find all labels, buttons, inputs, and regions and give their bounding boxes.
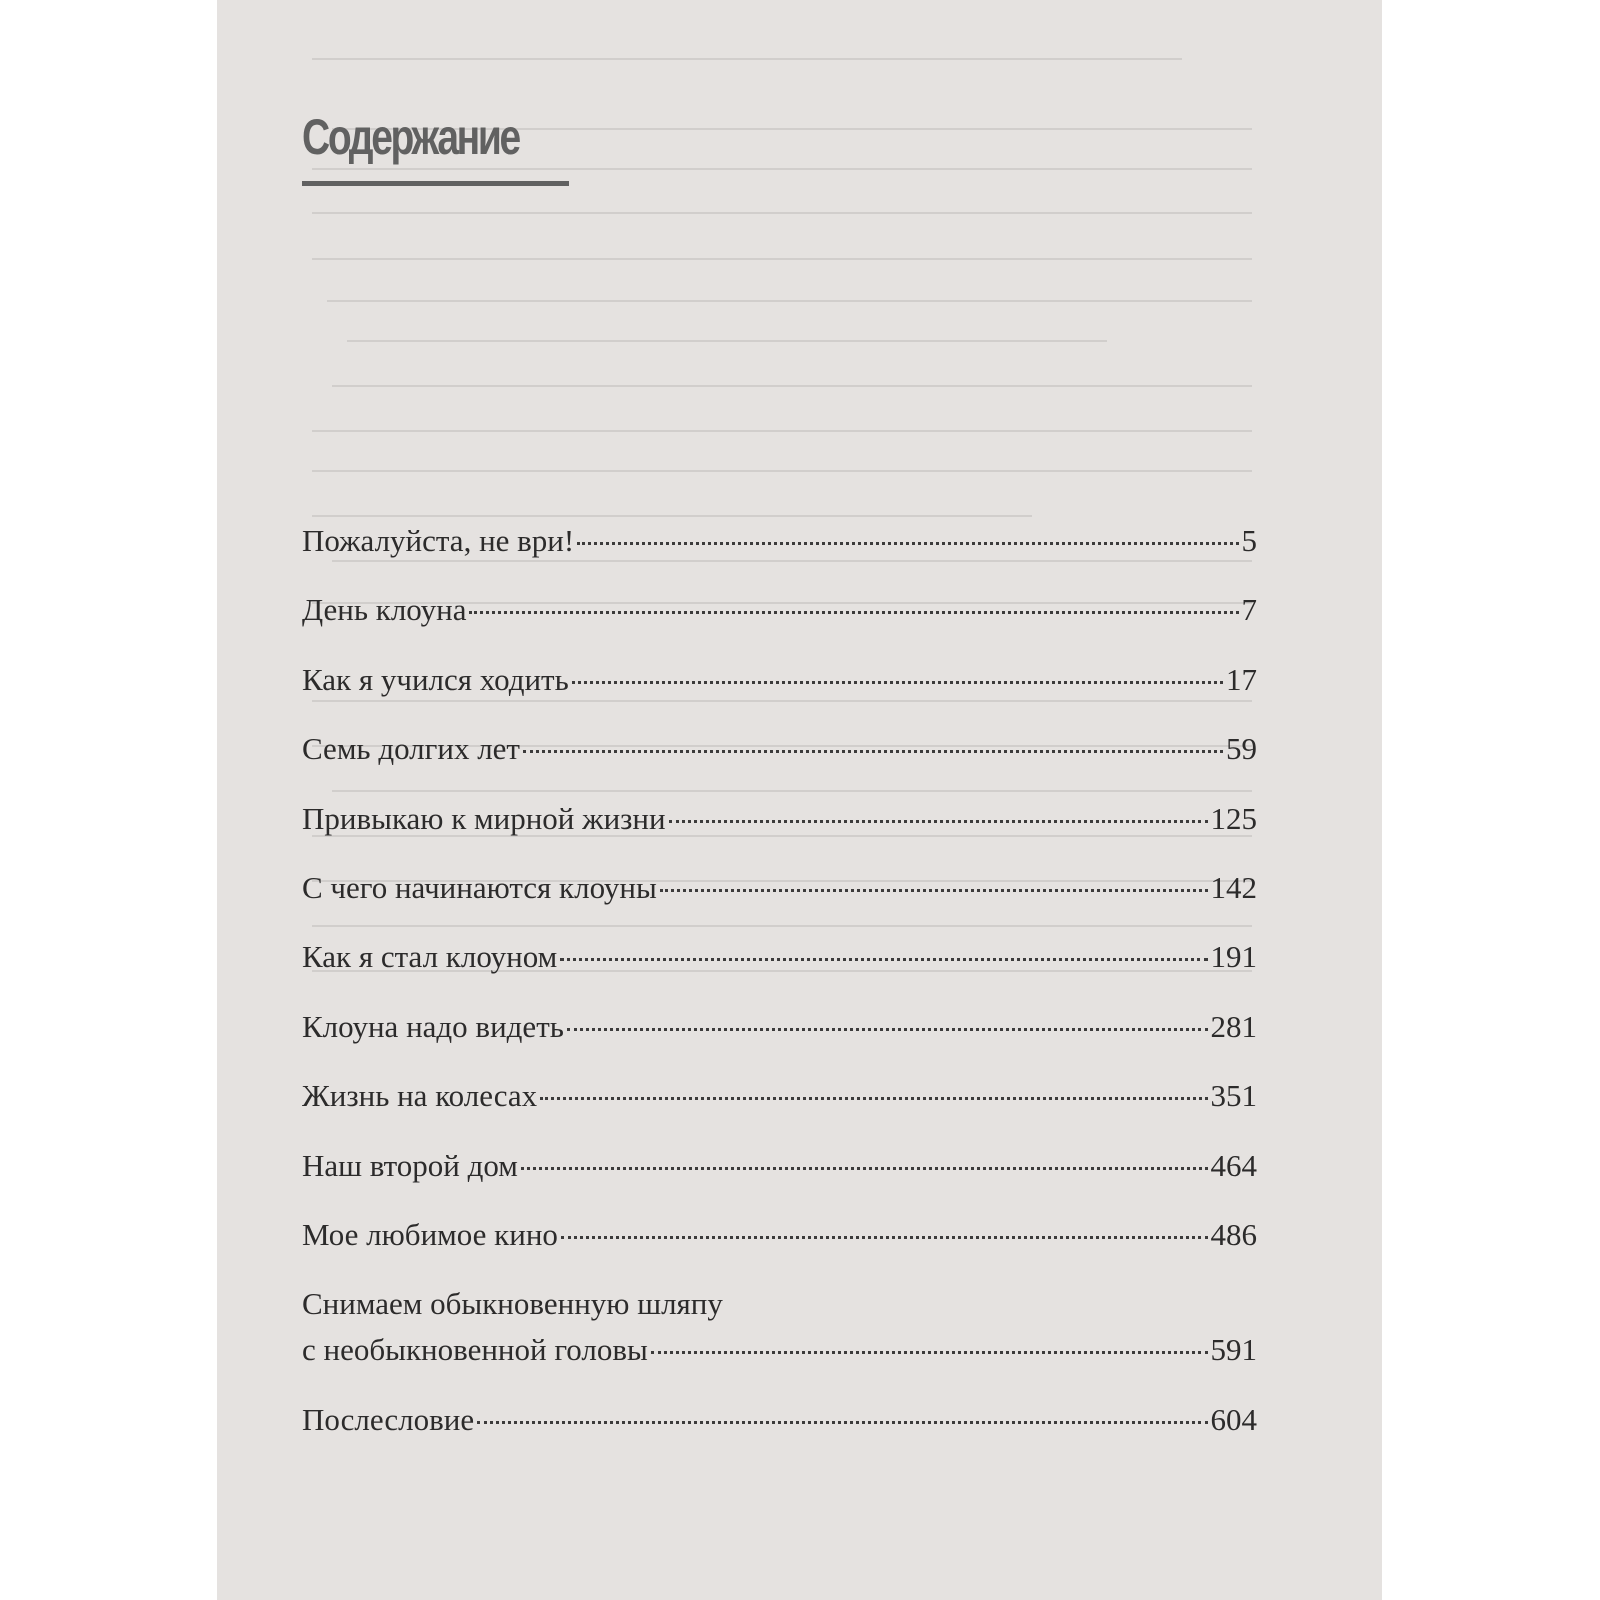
- toc-entry: [302, 1397, 1257, 1466]
- toc-entry-page: 7: [1241, 592, 1257, 628]
- toc-entry-page: 125: [1210, 800, 1257, 836]
- toc-entry-page: 464: [1210, 1147, 1257, 1183]
- toc-entry-title: Мое любимое кино: [302, 1216, 558, 1252]
- dot-leader: [660, 888, 1208, 892]
- table-of-contents: [302, 518, 1257, 1467]
- dot-leader: [561, 1235, 1208, 1239]
- toc-entry-page: 281: [1210, 1008, 1257, 1044]
- toc-entry: [302, 1004, 1257, 1073]
- dot-leader: [477, 1420, 1207, 1424]
- toc-entry-title: Семь долгих лет: [302, 731, 520, 767]
- toc-entry: [302, 587, 1257, 656]
- toc-entry-title: Послесловие: [302, 1402, 475, 1438]
- toc-entry: [302, 726, 1257, 795]
- toc-entry-title: Пожалуйста, не ври!: [302, 523, 575, 558]
- toc-entry: [302, 1281, 1257, 1397]
- toc-entry-page: 604: [1210, 1402, 1257, 1438]
- toc-entry-page: 17: [1226, 661, 1257, 697]
- toc-entry-title: С чего начинаются клоуны: [302, 869, 657, 905]
- dot-leader: [577, 541, 1238, 545]
- toc-entry-title: Клоуна надо видеть: [302, 1008, 564, 1044]
- toc-entry-title-line2: с необыкновенной головы: [302, 1332, 648, 1368]
- toc-entry-title: День клоуна: [302, 592, 467, 628]
- title-underline: [302, 181, 569, 186]
- toc-entry-title: Привыкаю к мирной жизни: [302, 800, 666, 836]
- toc-entry-title: Как я учился ходить: [302, 661, 569, 697]
- toc-entry: [302, 657, 1257, 726]
- toc-entry-page: 351: [1210, 1078, 1257, 1114]
- dot-leader: [560, 957, 1207, 961]
- toc-entry: [302, 865, 1257, 934]
- toc-entry-page: 5: [1241, 523, 1257, 558]
- dot-leader: [523, 749, 1223, 753]
- dot-leader: [651, 1350, 1208, 1354]
- toc-entry-title-line1: Снимаем обыкновенную шляпу: [302, 1286, 723, 1322]
- toc-entry-page: 59: [1226, 731, 1257, 767]
- toc-entry: [302, 518, 1257, 587]
- toc-entry-title: Как я стал клоуном: [302, 939, 558, 975]
- dot-leader: [521, 1166, 1208, 1170]
- toc-entry-title: Жизнь на колесах: [302, 1078, 538, 1114]
- toc-entry-title: Наш второй дом: [302, 1147, 518, 1183]
- toc-entry: [302, 934, 1257, 1003]
- book-page: [217, 0, 1382, 1600]
- toc-entry-page: 142: [1210, 869, 1257, 905]
- dot-leader: [567, 1027, 1208, 1031]
- toc-entry: [302, 1212, 1257, 1281]
- toc-entry-page: 191: [1210, 939, 1257, 975]
- toc-entry-page: 591: [1210, 1332, 1257, 1368]
- toc-entry-page: 486: [1210, 1216, 1257, 1252]
- toc-entry: [302, 796, 1257, 865]
- dot-leader: [572, 680, 1223, 684]
- dot-leader: [540, 1096, 1207, 1100]
- page-title: Содержание: [302, 109, 519, 165]
- dot-leader: [669, 819, 1208, 823]
- toc-entry: [302, 1143, 1257, 1212]
- dot-leader: [469, 610, 1238, 614]
- toc-entry: [302, 1073, 1257, 1142]
